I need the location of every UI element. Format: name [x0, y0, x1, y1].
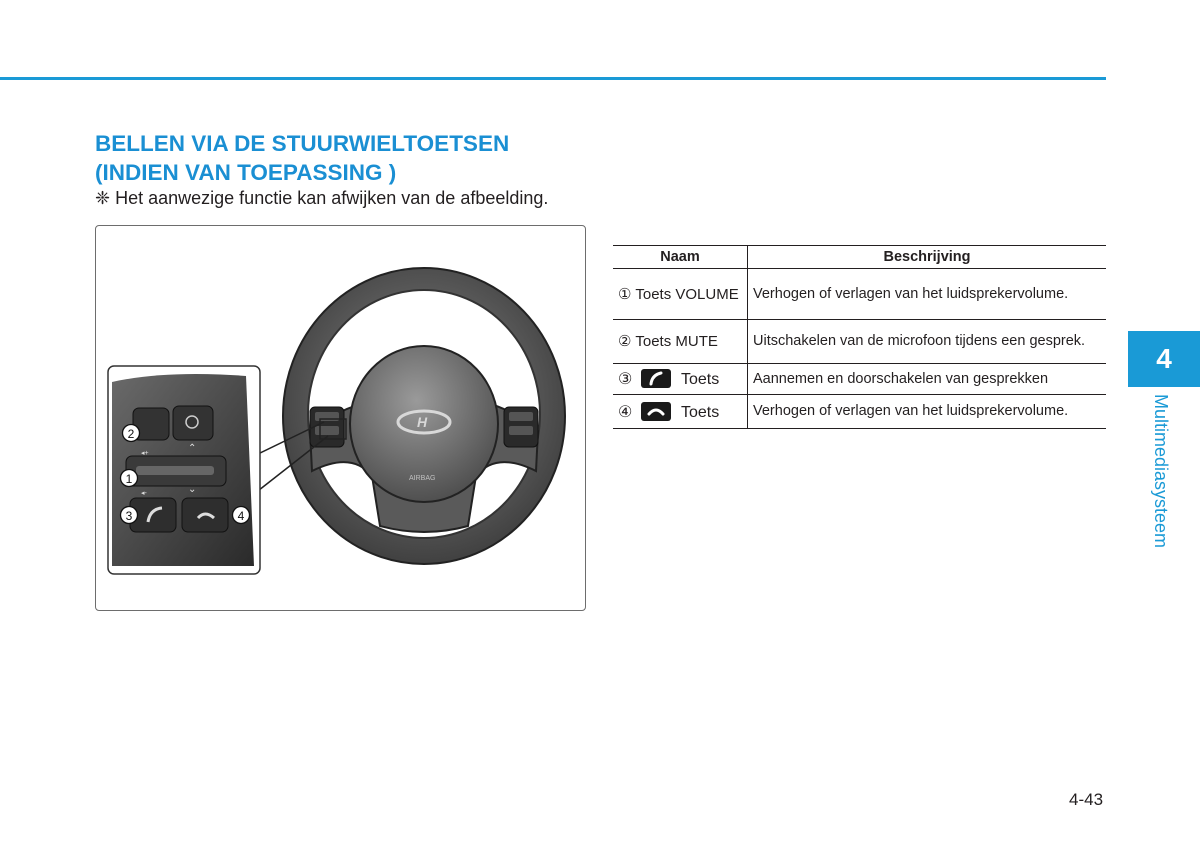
- svg-text:3: 3: [125, 509, 133, 523]
- row-name: Toets VOLUME: [635, 285, 739, 303]
- svg-text:◂-: ◂-: [141, 490, 147, 497]
- svg-text:⌃: ⌃: [188, 443, 197, 454]
- chapter-tab: 4: [1128, 331, 1200, 387]
- callout-1: [121, 470, 138, 487]
- header-rule: [0, 77, 1106, 80]
- row-description: Verhogen of verlagen van het luidsprekervolume.: [748, 269, 1107, 320]
- svg-text:⌄: ⌄: [188, 484, 197, 495]
- row-number: ④: [618, 403, 633, 421]
- row-number: ③: [618, 371, 633, 388]
- table-row: [613, 320, 1106, 364]
- svg-text:H: H: [417, 414, 428, 430]
- row-number: ①: [618, 285, 632, 303]
- column-header-description: Beschrijving: [748, 246, 1107, 269]
- section-title-line-1: BELLEN VIA DE STUURWIELTOETSEN: [95, 131, 510, 156]
- table-row: [613, 269, 1106, 320]
- row-description: Uitschakelen van de microfoon tijdens een gesprek.: [748, 320, 1107, 364]
- callout-4: [233, 507, 250, 524]
- svg-text:1: 1: [125, 472, 133, 486]
- page-number: 4-43: [1069, 790, 1104, 809]
- call-end-icon: [641, 402, 671, 421]
- button-function-table: [613, 245, 1106, 429]
- table-row: [613, 395, 1106, 429]
- steering-wheel-figure: [95, 225, 586, 611]
- table-header-row: [613, 246, 1106, 269]
- callout-2: [123, 425, 140, 442]
- row-name-cell: [613, 395, 748, 429]
- row-number: ②: [618, 333, 632, 350]
- chapter-label: Multimediasysteem: [1151, 394, 1171, 549]
- airbag-label: AIRBAG: [409, 475, 436, 482]
- column-header-name: Naam: [613, 246, 748, 269]
- row-name-cell: [613, 320, 748, 364]
- row-description: Aannemen en doorschakelen van gesprekken: [748, 364, 1107, 395]
- table-row: [613, 364, 1106, 395]
- row-name-cell: [613, 269, 748, 320]
- row-name: Toets MUTE: [635, 333, 718, 350]
- figure-note: [95, 188, 548, 209]
- svg-text:◂+: ◂+: [141, 450, 149, 457]
- call-answer-icon: [641, 369, 671, 388]
- row-name: Toets: [680, 371, 720, 388]
- section-title-line-2: (INDIEN VAN TOEPASSING ): [95, 160, 397, 185]
- row-name: Toets: [680, 403, 720, 421]
- section-title: [95, 129, 509, 187]
- row-description: Verhogen of verlagen van het luidsprekervolume.: [748, 395, 1107, 429]
- svg-text:2: 2: [127, 427, 135, 441]
- note-symbol: ❈: [95, 188, 111, 208]
- callout-3: [121, 507, 138, 524]
- steering-wheel-illustration: [96, 226, 585, 610]
- row-name-cell: [613, 364, 748, 395]
- svg-text:4: 4: [237, 509, 245, 523]
- note-text: Het aanwezige functie kan afwijken van de afbeelding.: [115, 188, 549, 208]
